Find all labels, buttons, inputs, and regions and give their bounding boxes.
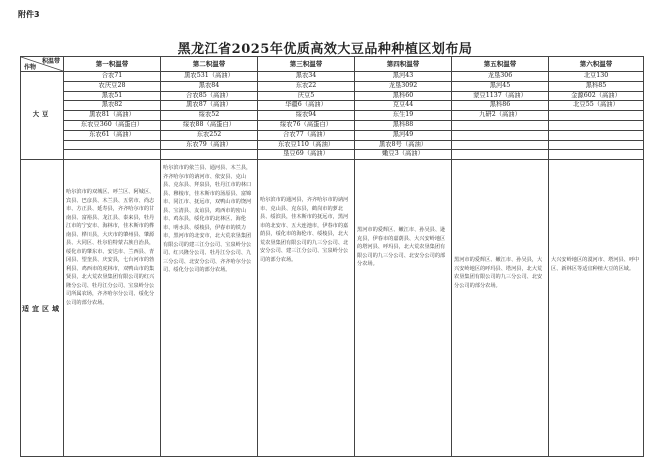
variety-cell: 绥农76（高蛋白）: [258, 120, 355, 130]
area-label: 适宜区域: [21, 160, 64, 457]
variety-row: [21, 130, 644, 140]
variety-cell: 北豆55（高油）: [549, 101, 644, 111]
variety-cell: 绥农94: [258, 111, 355, 121]
variety-cell: 合农77（高油）: [258, 130, 355, 140]
variety-cell: 黑农84: [161, 81, 258, 91]
corner-bottom-label: 作物: [24, 64, 37, 71]
zone-header-5: 第五积温带: [452, 57, 549, 72]
variety-cell: 绥农88（高蛋白）: [161, 120, 258, 130]
variety-cell: 龙垦306: [452, 72, 549, 82]
crop-label: 大豆: [21, 72, 64, 160]
variety-cell: 绥农52: [161, 111, 258, 121]
variety-cell: 华疆6（高油）: [258, 101, 355, 111]
variety-cell: 黑河45: [452, 81, 549, 91]
attachment-label: 附件3: [18, 10, 40, 19]
variety-cell: 克豆44: [355, 101, 452, 111]
area-text: 大兴安岭地区的漠河市、塔河县、呼中区、新林区等适宜种植大豆的区域。: [551, 257, 640, 272]
area-cell-2: [161, 160, 258, 457]
variety-cell: 九研2（高油）: [452, 111, 549, 121]
variety-row: [21, 72, 644, 82]
variety-cell: [452, 120, 549, 130]
variety-cell: 黑科86: [452, 101, 549, 111]
variety-cell: 垦豆69（高油）: [258, 150, 355, 160]
area-cell-3: [258, 160, 355, 457]
variety-cell: 黑农531（高油）: [161, 72, 258, 82]
variety-row: [21, 101, 644, 111]
area-text: 哈尔滨市的通河县，齐齐哈尔市的讷河市、克山县、克东县，鹤岗市的萝北县、绥滨县，佳木斯市的抚远市，黑河市的北安市、五大连池市，伊春市的嘉荫县，绥化市的海伦市、绥棱县，北大荒农垦集团有限公司的九三分公司、北安分公司、建三江分公司、宝泉岭分公司的部分农场。: [260, 197, 349, 263]
area-text: 黑河市的爱辉区、嫩江市、孙吴县、逊克县，伊春市的嘉荫县、大兴安岭地区的塔河县、呼玛县，北大荒农垦集团有限公司的九三分公司、北安分公司的部分农场。: [357, 227, 446, 268]
area-text: 哈尔滨市的依兰县、通河县、木兰县，齐齐哈尔市的讷河市、依安县、克山县、克东县、拜泉县，牡丹江市的林口县、穆棱市，佳木斯市的汤原县、富锦市、同江市、抚远市，双鸭山市的饶河县、宝清县、友谊县，鸡西市的密山市、鸡东县，绥化市的北林区、海伦市、明水县、绥棱县，伊春市的铁力市，黑河市的北安市，北大荒农垦集团有限公司的建三江分公司、宝泉岭分公司、红兴隆分公司、牡丹江分公司、九三分公司、北安分公司、齐齐哈尔分公司、绥化分公司的部分农场。: [163, 165, 252, 274]
zone-header-1: 第一积温带: [64, 57, 161, 72]
variety-cell: [549, 130, 644, 140]
variety-cell: 黑农81（高油）: [64, 111, 161, 121]
variety-cell: [549, 111, 644, 121]
variety-row: [21, 91, 644, 101]
variety-cell: 合农71: [64, 72, 161, 82]
zone-header-6: 第六积温带: [549, 57, 644, 72]
variety-row: [21, 111, 644, 121]
area-text: 哈尔滨市的双城区、呼兰区、阿城区、宾县、巴彦县、木兰县、五常市、尚志市、方正县、延寿县，齐齐哈尔市的甘南县、富裕县、龙江县、泰来县，牡丹江市的宁安市、海林市，佳木斯市的桦南县、桦川县，大庆市的肇州县、肇源县、大同区、杜尔伯特蒙古族自治县，绥化市的肇东市、安达市、兰西县、青冈县、望奎县、庆安县，七台河市的勃利县、鸡西市的虎林市，双鸭山市的集贤县，北大荒农垦集团有限公司的红兴隆分公司、牡丹江分公司、宝泉岭分公司所属农场，齐齐哈尔分公司、绥化分公司的部分农场。: [66, 189, 155, 306]
variety-cell: 东农豆360（高蛋白）: [64, 120, 161, 130]
variety-cell: 东农79（高油）: [161, 140, 258, 150]
variety-cell: 黑农87（高油）: [161, 101, 258, 111]
variety-cell: 黑科88: [355, 120, 452, 130]
zone-header-2: 第二积温带: [161, 57, 258, 72]
zone-header-4: 第四积温带: [355, 57, 452, 72]
variety-cell: 合农85（高油）: [161, 91, 258, 101]
variety-cell: [452, 140, 549, 150]
area-cell-4: [355, 160, 452, 457]
variety-cell: [549, 120, 644, 130]
variety-cell: 北豆130: [549, 72, 644, 82]
corner-header: [21, 57, 64, 72]
variety-cell: [549, 150, 644, 160]
variety-cell: 东农22: [258, 81, 355, 91]
variety-cell: 黑农51: [64, 91, 161, 101]
variety-cell: [452, 150, 549, 160]
variety-row: [21, 81, 644, 91]
variety-cell: [64, 150, 161, 160]
variety-row: [21, 140, 644, 150]
variety-cell: 黑农8号（高油）: [355, 140, 452, 150]
page-title: 黑龙江省2025年优质高效大豆品种种植区划布局: [177, 42, 473, 57]
header-row: [21, 57, 644, 72]
variety-cell: 东农61（高油）: [64, 130, 161, 140]
variety-row: [21, 150, 644, 160]
variety-cell: 嫩豆3（高油）: [355, 150, 452, 160]
variety-row: [21, 120, 644, 130]
variety-cell: 东农252: [161, 130, 258, 140]
area-text: 黑河市的爱辉区、嫩江市、孙吴县，大兴安岭地区的呼玛县、塔河县，北大荒农垦集团有限公司的九三分公司、北安分公司的部分农场。: [454, 257, 543, 289]
variety-cell: 龙垦3092: [355, 81, 452, 91]
variety-cell: 东生19: [355, 111, 452, 121]
variety-cell: [64, 140, 161, 150]
variety-cell: 黑农82: [64, 101, 161, 111]
variety-cell: 黑科60: [355, 91, 452, 101]
variety-cell: 庆豆5: [258, 91, 355, 101]
zoning-table: [20, 56, 644, 457]
zone-header-3: 第三积温带: [258, 57, 355, 72]
variety-cell: 农庆豆28: [64, 81, 161, 91]
variety-cell: 蒙豆1137（高油）: [452, 91, 549, 101]
area-row: [21, 160, 644, 457]
variety-cell: [452, 130, 549, 140]
area-cell-6: [549, 160, 644, 457]
corner-top-label: 积温带: [41, 58, 60, 65]
variety-cell: [549, 140, 644, 150]
area-cell-1: [64, 160, 161, 457]
area-cell-5: [452, 160, 549, 457]
variety-cell: 黑河43: [355, 72, 452, 82]
variety-cell: 黑农34: [258, 72, 355, 82]
variety-cell: [161, 150, 258, 160]
variety-cell: 金源602（高油）: [549, 91, 644, 101]
variety-cell: 黑河49: [355, 130, 452, 140]
variety-cell: 东农豆110（高油）: [258, 140, 355, 150]
variety-cell: 黑科85: [549, 81, 644, 91]
